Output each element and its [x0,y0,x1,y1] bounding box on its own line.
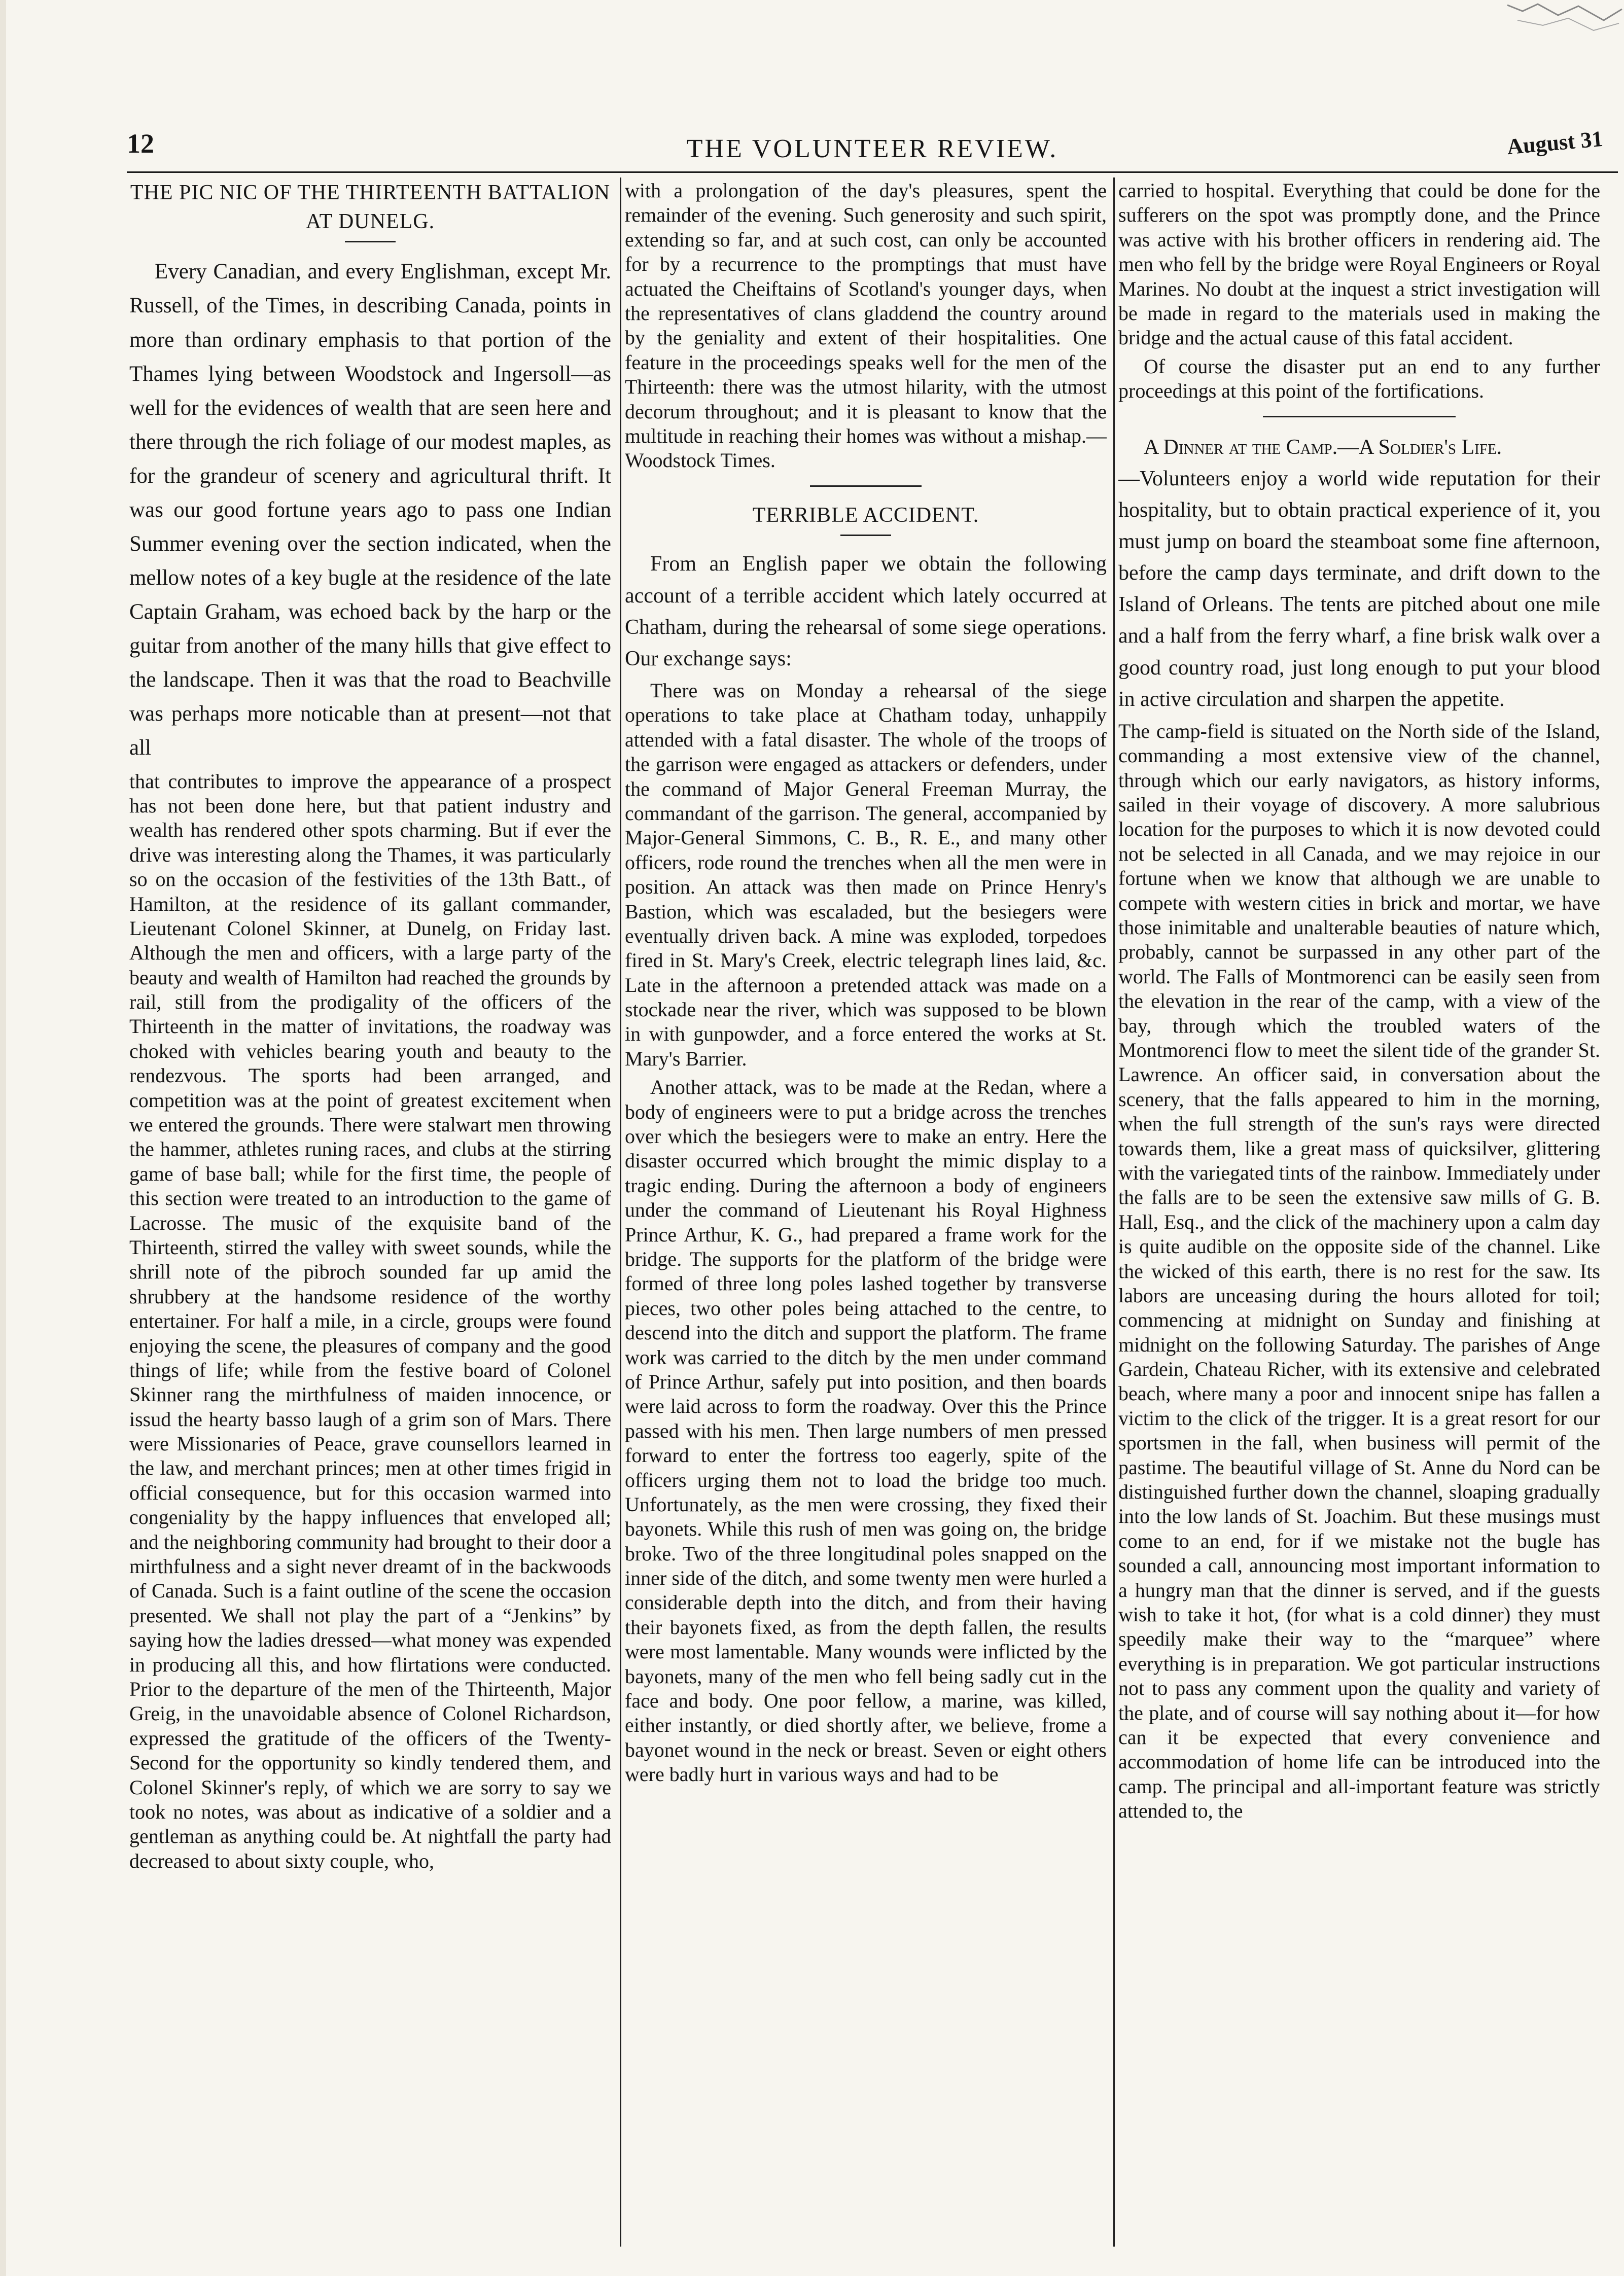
picnic-paragraph-3: with a prolongation of the day's pleasures, spent the remainder of the evening. Such generosity and such spirit, extending so far, and at such cost, can only be accounted for by a recurrence to the promptings that must have actuated the Cheiftains of Scotland's younger days, when the representatives of clans gladdend the country around by the geniality and extent of their hospitalities. One feature in the proceedings speaks well for the men of the Thirteenth: there was the utmost hilarity, with the utmost decorum throughout; and it is pleasant to know that the multitude in reaching their homes was without a mishap.—Woodstock Times. [625,179,1107,472]
page-number: 12 [127,128,154,159]
article-title-accident: TERRIBLE ACCIDENT. [752,503,979,527]
header-rule [127,171,1618,173]
page-header [127,125,1618,167]
column-3 [1118,179,1600,2237]
accident-paragraph-4: Of course the disaster put an end to any further proceedings at this point of the fortifications. [1118,354,1600,403]
title-rule [345,241,396,242]
section-rule [810,485,922,487]
column-rule-2 [1113,177,1115,2247]
scan-edge [0,0,6,2276]
scan-noise [1502,0,1624,35]
dinner-paragraph-1: —Volunteers enjoy a world wide reputation for their hospitality, but to obtain practical experience of it, you must jump on board the steamboat some fine afternoon, before the camp days terminate, and drift down to the Island of Orleans. The tents are pitched about one mile and a half from the ferry wharf, a fine brisk walk over a good country road, just long enough to put your blood in active circulation and sharpen the appetite. [1118,467,1600,711]
picnic-paragraph-1: Every Canadian, and every Englishman, except Mr. Russell, of the Times, in describing Canada, points in more than ordinary emphasis to that portion of the Thames lying between Woodstock and Ingersoll—as well for the evidences of wealth that are seen here and there through the rich foliage of our modest maples, as for the grandeur of scenery and agricultural thrift. It was our good fortune years ago to pass one Indian Summer evening over the section indicated, when the mellow notes of a key bugle at the residence of the late Captain Graham, was echoed back by the harp or the guitar from another of the many hills that give effect to the landscape. Then it was that the road to Beachville was perhaps more noticable than at present—not that all [129,260,611,760]
column-1 [129,179,611,2237]
accident-intro: From an English paper we obtain the following account of a terrible accident which lately occurred at Chatham, during the rehearsal of some siege operations. Our exchange says: [625,552,1107,670]
publication-title: THE VOLUNTEER REVIEW. [686,134,1058,163]
title-rule [840,535,891,536]
picnic-paragraph-2: that contributes to improve the appearance of a prospect has not been done here, but that patient industry and wealth has rendered other spots charming. But if ever the drive was interesting along the Thames, it was particularly so on the occasion of the festivities of the 13th Batt., of Hamilton, at the residence of its gallant commander, Lieutenant Colonel Skinner, at Dunelg, on Friday last. Although the men and officers, with a large party of the beauty and wealth of Hamilton had reached the grounds by rail, still from the prodigality of the officers of the Thirteenth in the matter of invitations, the roadway was choked with vehicles bearing youth and beauty to the rendezvous. The sports had been arranged, and competition was at the point of greatest excitement when we entered the grounds. There were stalwart men throwing the hammer, athletes runing races, and clubs at the stirring game of base ball; while for the first time, the people of this section were treated to an introduction to the game of Lacrosse. The music of the exquisite band of the Thirteenth, stirred the valley with sweet sounds, while the shrill note of the pibroch sounded far up amid the shrubbery at the handsome residence of the worthy entertainer. For half a mile, in a circle, groups were found enjoying the scene, the pleasures of company and the good things of life; while from the festive board of Colonel Skinner rang the mirthfulness of maiden innocence, or issud the hearty basso laugh of a grim son of Mars. There were Missionaries of Peace, grave counsellors learned in the law, and merchant princes; men at other times frigid in official consequence, but for this occasion warmed into congeniality by the happy influences that enveloped all; and the neighboring community had brought to their door a mirthfulness and a sight never dreamt of in the backwoods of Canada. Such is a faint outline of the scene the occasion presented. We shall not play the part of a “Jenkins” by saying how the ladies dressed—what money was expended in producing all this, and how flirtations were conducted. Prior to the departure of the men of the Thirteenth, Major Greig, in the unavoidable absence of Colonel Richardson, expressed the gratitude of the officers of the Twenty-Second for the opportunity so kindly tendered them, and Colonel Skinner's reply, of which we are sorry to say we took no notes, was about as indicative of a soldier and a gentleman as anything could be. At nightfall the party had decreased to about sixty couple, who, [129,769,611,1872]
dinner-paragraph-2: The camp-field is situated on the North side of the Island, commanding a most extensive view of the channel, through which our early navigators, as history informs, sailed in their voyage of discovery. A more salubrious location for the purposes to which it is now devoted could not be selected in all Canada, and we may rejoice in our fortune when we know that although we are unable to compete with western cities in brick and mortar, we have those inimitable and unalterable beauties of nature which, probably, cannot be surpassed in any other part of the world. The Falls of Montmorenci can be easily seen from the elevation in the rear of the camp, with a view of the bay, through which the troubled waters of the Montmorenci flow to meet the silent tide of the grander St. Lawrence. An officer said, in conversation about the scenery, that the falls appeared to him in the morning, when the full strength of the sun's rays were directed towards them, like a great mass of quicksilver, glittering with the variegated tints of the rainbow. Immediately under the falls are to be seen the extensive saw mills of G. B. Hall, Esq., and the click of the machinery upon a calm day is quite audible on the opposite side of the channel. Like the wicked of this earth, there is no rest for the saw. Its labors are unceasing during the hours alloted for toil; commencing at midnight on Sunday and finishing at midnight on the following Saturday. The parishes of Ange Gardein, Chateau Richer, with its extensive and celebrated beach, where many a poor and innocent snipe has fallen a victim to the click of the trigger. It is a great resort for our sportsmen in the fall, when business will permit of the pastime. The beautiful village of St. Anne du Nord can be distinguished further down the channel, sloaping gradually into the low lands of St. Joachim. But these musings must come to an end, for if we mistake not the bugle has sounded a call, announcing most important information to a hungry man that the dinner is served, and if the guests wish to take it hot, (for what is a cold dinner) they must speedily make their way to the “marquee” where everything is in preparation. We got particular instructions not to pass any comment upon the quality and variety of the plate, and of course will say nothing about it—for how can it be expected that every convenience and accommodation of home life can be introduced into the camp. The principal and all-important feature was strictly attended to, the [1118,719,1600,1823]
column-2 [625,179,1107,2237]
section-rule [1263,416,1456,417]
accident-paragraph-1: There was on Monday a rehearsal of the siege operations to take place at Chatham today, unhappily attended with a fatal disaster. The whole of the troops of the garrison were engaged as attackers or defenders, under the command of Major General Freeman Murray, the commandant of the garrison. The general, accompanied by Major-General Simmons, C. B., R. E., and many other officers, rode round the trenches when all the men were in position. An attack was then made on Prince Henry's Bastion, which was escaladed, but the besiegers were eventually driven back. A mine was exploded, torpedoes fired in St. Mary's Creek, electric telegraph lines laid, &c. Late in the afternoon a pretended attack was made on a stockade near the river, which was supposed to be blown in with gunpowder, and a force entered the works at St. Mary's Barrier. [625,679,1107,1070]
article-title-picnic: THE PIC NIC OF THE THIRTEENTH BATTALION AT DUNELG. [130,181,611,233]
dinner-lead [1118,432,1600,463]
accident-paragraph-3: carried to hospital. Everything that could be done for the sufferers on the spot was promptly done, and the Prince was active with his brother officers in rendering aid. The men who fell by the bridge were Royal Engineers or Royal Marines. No doubt at the inquest a strict investigation will be made in regard to the materials used in making the bridge and the actual cause of this fatal accident. [1118,179,1600,349]
issue-date: August 31 [1505,126,1604,160]
column-rule-1 [620,177,621,2247]
accident-paragraph-2: Another attack, was to be made at the Redan, where a body of engineers were to put a bridge across the trenches over which the besiegers were to make an entry. Here the disaster occurred which brought the mimic display to a tragic ending. During the afternoon a body of engineers under the command of Lieutenant his Royal Highness Prince Arthur, K. G., had prepared a frame work for the bridge. The supports for the platform of the bridge were formed of three long poles lashed together by transverse pieces, two other poles being attached to the centre, to descend into the ditch and support the platform. The frame work was carried to the ditch by the men under command of Prince Arthur, safely put into position, and then boards were laid across to form the roadway. Over this the Prince passed with his men. Then large numbers of men pressed forward to enter the fortress too eagerly, spite of the officers urging them not to load the bridge too much. Unfortunately, as the men were crossing, they fixed their bayonets. While this rush of men was going on, the bridge broke. Two of the three longitudinal poles snapped on the inner side of the ditch, and some twenty men were hurled a considerable depth into the ditch, and from their having their bayonets fixed, as from the depth fallen, the results were most lamentable. Many wounds were inflicted by the bayonets, many of the men who fell being sadly cut in the face and body. One poor fellow, a marine, was killed, either instantly, or died shortly after, we believe, frome a bayonet wound in the neck or breast. Seven or eight others were badly hurt in various ways and had to be [625,1076,1107,1786]
dinner-heading: A Dinner at the Camp.—A Soldier's Life. [1144,435,1502,459]
